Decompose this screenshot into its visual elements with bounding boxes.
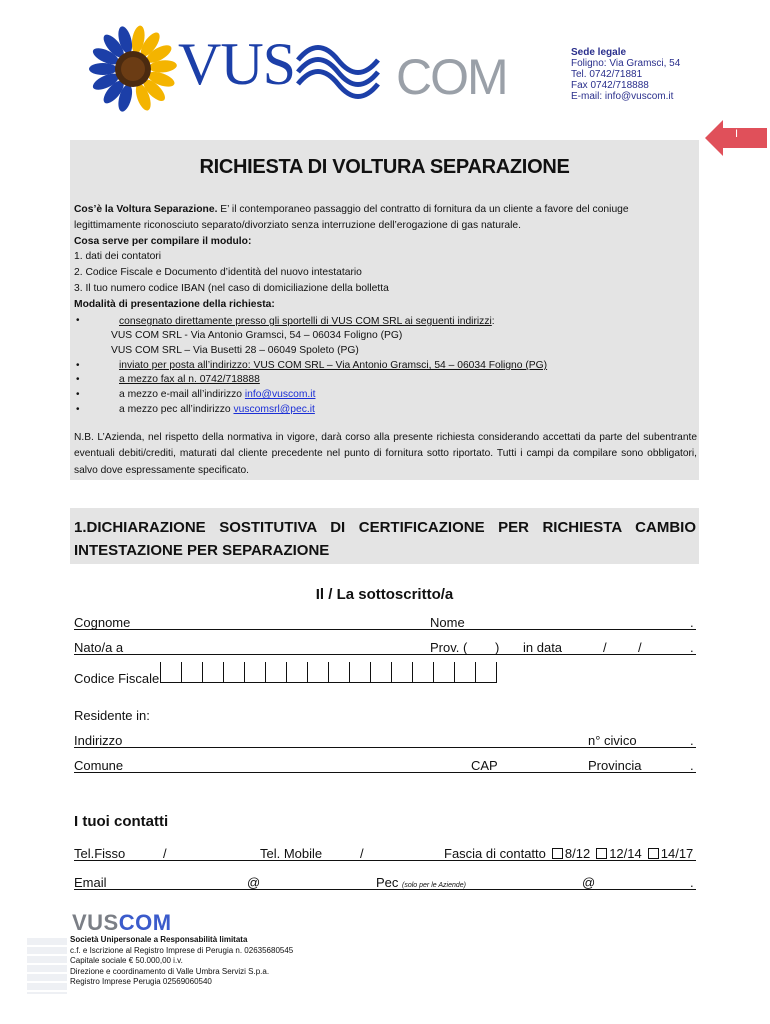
sede-line: Foligno: Via Gramsci, 54 bbox=[571, 58, 681, 69]
address-line: VUS COM SRL – Via Busetti 28 – 06049 Spoleto (PG) bbox=[111, 345, 359, 356]
cognome-nome-line[interactable] bbox=[74, 629, 696, 630]
footer-logo bbox=[72, 910, 172, 936]
sede-line: E-mail: info@vuscom.it bbox=[571, 91, 674, 102]
section-marker-label: I bbox=[735, 128, 739, 140]
mode-text: a mezzo fax al n. 0742/718888 bbox=[119, 374, 260, 385]
comune-label: Comune bbox=[74, 758, 124, 773]
prov-label: Prov. ( bbox=[430, 640, 468, 655]
indirizzo-label: Indirizzo bbox=[74, 733, 123, 748]
line-end-dot: . bbox=[690, 640, 694, 655]
mode-text: inviato per posta all’indirizzo: VUS COM SRL – Via Antonio Gramsci, 54 – 06034 Foligno (PG) bbox=[119, 360, 548, 371]
footer-logo-a: VUS bbox=[72, 910, 119, 935]
nb-note: N.B. L’Azienda, nel rispetto della normativa in vigore, darà corso alla presente richiesta considerando accettati da parte del subentrante eventuali debiti/crediti, maturati dal cliente precedente nel punto di fornitura sotto riportato. Tutti i campi da compilare sono obbligatori, salvo dove espressamente specificato. bbox=[74, 432, 697, 476]
what-paragraph bbox=[74, 202, 696, 313]
fascia-option: 8/12 bbox=[564, 846, 591, 861]
nato-label: Nato/a a bbox=[74, 640, 124, 655]
footer-company-info bbox=[70, 935, 293, 988]
sede-line: Fax 0742/718888 bbox=[571, 80, 649, 91]
email-link[interactable]: info@vuscom.it bbox=[244, 389, 316, 400]
bullet-icon: • bbox=[76, 389, 80, 400]
mode-suffix: : bbox=[491, 316, 495, 327]
tel-mobile-label: Tel. Mobile bbox=[260, 846, 323, 861]
footer-company: Società Unipersonale a Responsabilità limitata bbox=[70, 935, 248, 944]
mode-item bbox=[119, 402, 315, 417]
footer-line: Direzione e coordinamento di Valle Umbra Servizi S.p.a. bbox=[70, 966, 270, 976]
cap-label: CAP bbox=[471, 758, 498, 773]
address-line: VUS COM SRL - Via Antonio Gramsci, 54 – 06034 Foligno (PG) bbox=[111, 330, 403, 341]
section-1-title: 1.DICHIARAZIONE SOSTITUTIVA DI CERTIFICAZIONE PER RICHIESTA CAMBIO INTESTAZIONE PER SEPARAZIONE bbox=[74, 519, 696, 559]
tel-fisso-label: Tel.Fisso bbox=[74, 846, 126, 861]
mode-text: a mezzo pec all’indirizzo bbox=[119, 404, 234, 415]
cognome-label: Cognome bbox=[74, 615, 131, 630]
checkbox-icon[interactable] bbox=[648, 848, 659, 859]
prov-close: ) bbox=[495, 640, 500, 655]
bullet-icon: • bbox=[76, 374, 80, 385]
line-end-dot: . bbox=[690, 875, 694, 890]
pec-link[interactable]: vuscomsrl@pec.it bbox=[233, 404, 315, 415]
bullet-icon: • bbox=[76, 404, 80, 415]
provincia-label: Provincia bbox=[588, 758, 642, 773]
tel-slash: / bbox=[360, 846, 364, 861]
sede-line: Tel. 0742/71881 bbox=[571, 69, 643, 80]
residente-label: Residente in: bbox=[74, 708, 150, 723]
pec-item bbox=[376, 875, 466, 890]
what-label: Cos’è la Voltura Separazione. bbox=[74, 204, 218, 215]
nome-label: Nome bbox=[430, 615, 465, 630]
mode-text: consegnato direttamente presso gli sportelli di VUS COM SRL ai seguenti indirizzi bbox=[119, 316, 492, 327]
codice-fiscale-label: Codice Fiscale bbox=[74, 671, 160, 686]
contacts-title: I tuoi contatti bbox=[74, 813, 169, 830]
pec-note: (solo per le Aziende) bbox=[402, 882, 466, 889]
page-title: RICHIESTA DI VOLTURA SEPARAZIONE bbox=[199, 156, 570, 178]
at-sign: @ bbox=[247, 875, 261, 890]
bullet-icon: • bbox=[76, 315, 80, 326]
checkbox-icon[interactable] bbox=[552, 848, 563, 859]
codice-fiscale-boxes[interactable] bbox=[160, 662, 497, 683]
email-label: Email bbox=[74, 875, 107, 890]
date-slash: / bbox=[603, 640, 607, 655]
footer-line: c.f. e Iscrizione al Registro Imprese di Perugia n. 02635680545 bbox=[70, 945, 294, 955]
needs-item: 2. Codice Fiscale e Documento d’identità del nuovo intestatario bbox=[74, 267, 362, 279]
vuscom-logo bbox=[88, 24, 508, 114]
fascia-label: Fascia di contatto bbox=[444, 846, 546, 861]
sede-title: Sede legale bbox=[571, 47, 627, 58]
checkbox-icon[interactable] bbox=[596, 848, 607, 859]
logo-text-secondary: COM bbox=[396, 49, 507, 105]
needs-item: 3. Il tuo numero codice IBAN (nel caso di domiciliazione della bolletta bbox=[74, 282, 389, 294]
pec-label: Pec bbox=[376, 875, 399, 890]
in-data-label: in data bbox=[523, 640, 563, 655]
what-text-2: legittimamente riconosciuto separato/divorziato senza interruzione dell’erogazione di gas naturale. bbox=[74, 219, 522, 231]
at-sign: @ bbox=[582, 875, 596, 890]
mode-text: a mezzo e-mail all’indirizzo bbox=[119, 389, 245, 400]
subtitle: Il / La sottoscritto/a bbox=[315, 586, 454, 603]
footer-decoration bbox=[27, 938, 67, 994]
line-end-dot: . bbox=[690, 615, 694, 630]
footer-logo-b: COM bbox=[118, 910, 172, 935]
tel-slash: / bbox=[163, 846, 167, 861]
mode-item bbox=[119, 314, 495, 329]
sede-legale-block bbox=[571, 47, 680, 102]
civico-label: n° civico bbox=[588, 733, 637, 748]
bullet-icon: • bbox=[76, 360, 80, 371]
line-end-dot: . bbox=[690, 758, 694, 773]
footer-line: Capitale sociale € 50.000,00 i.v. bbox=[70, 956, 183, 965]
needs-label: Cosa serve per compilare il modulo: bbox=[74, 235, 252, 247]
date-slash: / bbox=[638, 640, 642, 655]
logo-text-primary: VUS bbox=[178, 31, 296, 97]
section-marker-arrow bbox=[705, 120, 767, 156]
mode-item bbox=[119, 387, 315, 402]
needs-item: 1. dati dei contatori bbox=[74, 251, 162, 263]
modes-label: Modalità di presentazione della richiesta: bbox=[74, 298, 275, 310]
what-text: E’ il contemporaneo passaggio del contratto di fornitura da un cliente a favore del coniuge bbox=[217, 204, 629, 215]
fascia-option: 14/17 bbox=[660, 846, 694, 861]
line-end-dot: . bbox=[690, 733, 694, 748]
fascia-item bbox=[444, 846, 693, 861]
footer-line: Registro Imprese Perugia 02569060540 bbox=[70, 977, 212, 986]
fascia-option: 12/14 bbox=[609, 846, 642, 861]
